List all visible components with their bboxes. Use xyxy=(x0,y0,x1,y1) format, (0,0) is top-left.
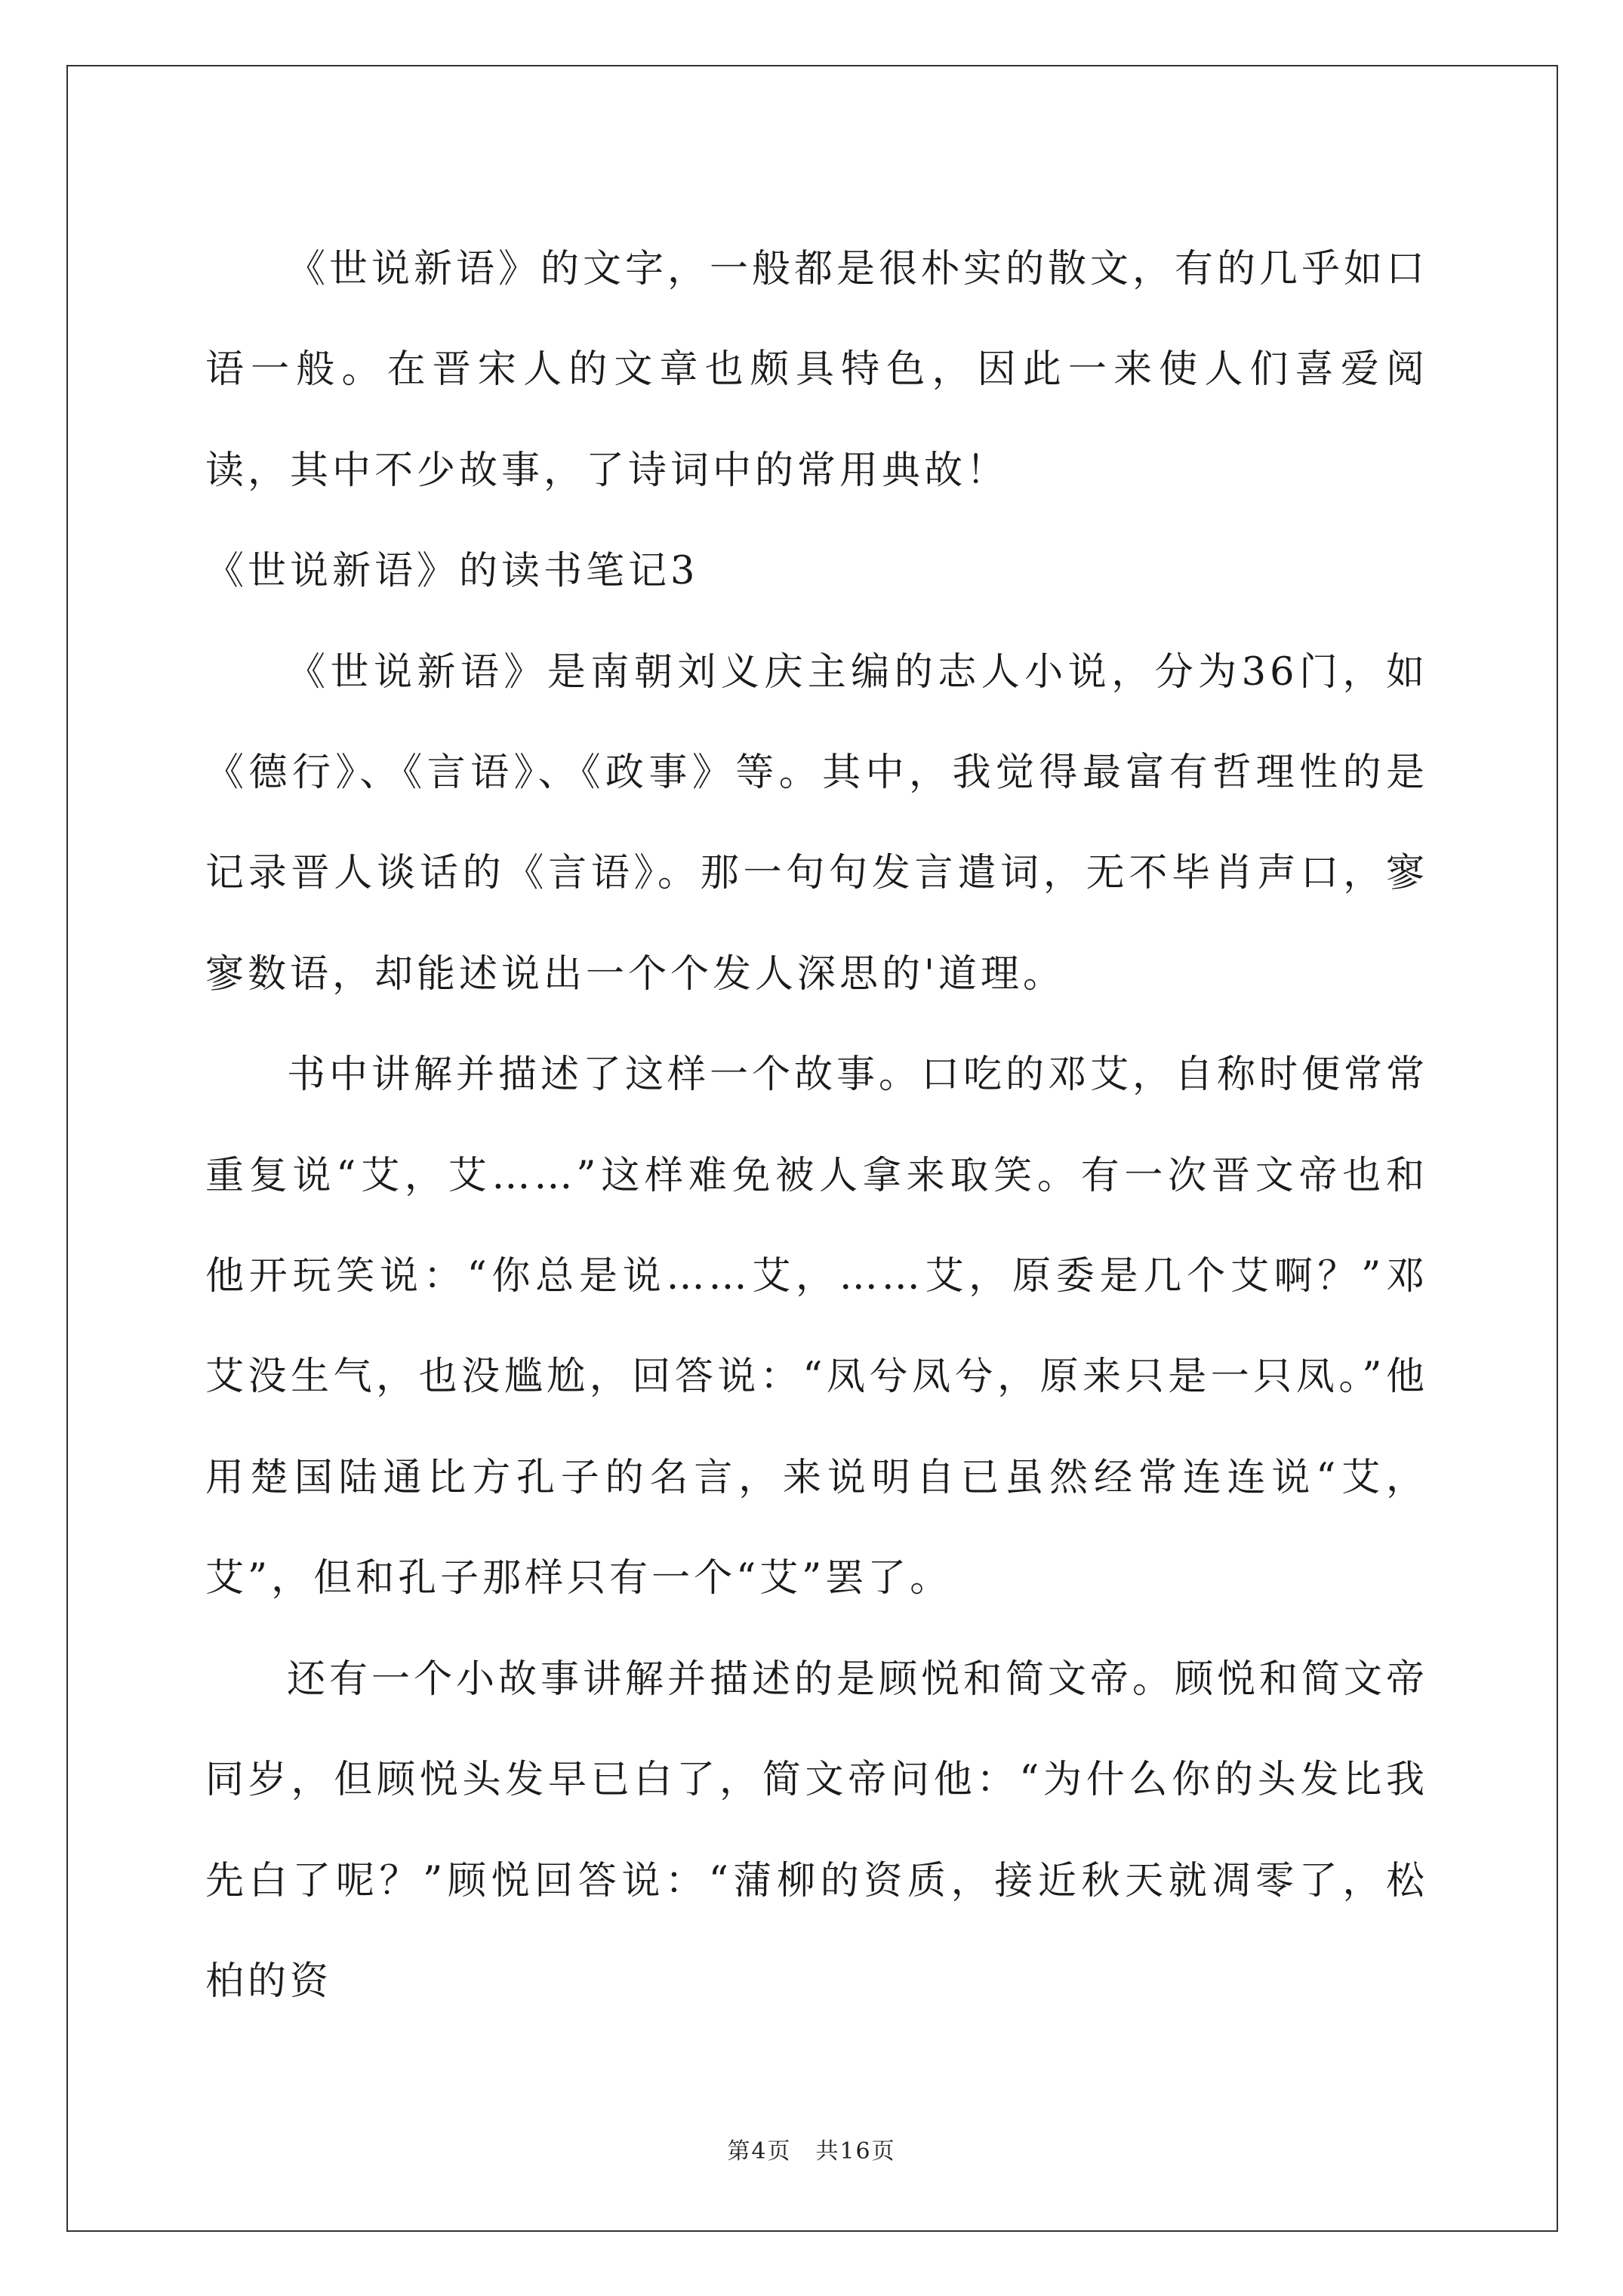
paragraph-2: 书中讲解并描述了这样一个故事。口吃的邓艾，自称时便常常重复说“艾，艾……”这样难免被人拿来取笑。有一次晋文帝也和他开玩笑说：“你总是说……艾，……艾，原委是几个艾啊？”邓艾没生气，也没尴尬，回答说：“凤兮凤兮，原来只是一只凤。”他用楚国陆通比方孔子的名言，来说明自已虽然经常连连说“艾，艾”，但和孔子那样只有一个“艾”罢了。 xyxy=(205,1052,1429,1601)
paragraph-3: 还有一个小故事讲解并描述的是顾悦和简文帝。顾悦和简文帝同岁，但顾悦头发早已白了，简文帝问他：“为什么你的头发比我先白了呢？”顾悦回答说：“蒲柳的资质，接近秋天就凋零了，松柏的资 xyxy=(205,1657,1429,2004)
paragraph-intro: 《世说新语》的文字，一般都是很朴实的散文，有的几乎如口语一般。在晋宋人的文章也颇具特色，因此一来使人们喜爱阅读，其中不少故事，了诗词中的常用典故！ xyxy=(205,247,1429,493)
paragraph-1: 《世说新语》是南朝刘义庆主编的志人小说，分为36门，如《德行》、《言语》、《政事》等。其中，我觉得最富有哲理性的是记录晋人谈话的《言语》。那一句句发言遣词，无不毕肖声口，寥寥数语，却能述说出一个个发人深思的'道理。 xyxy=(205,649,1428,997)
document-body xyxy=(205,219,1428,2032)
section-heading: 《世说新语》的读书笔记3 xyxy=(205,549,699,594)
page-number-footer: 第4页 共16页 xyxy=(727,2138,896,2165)
